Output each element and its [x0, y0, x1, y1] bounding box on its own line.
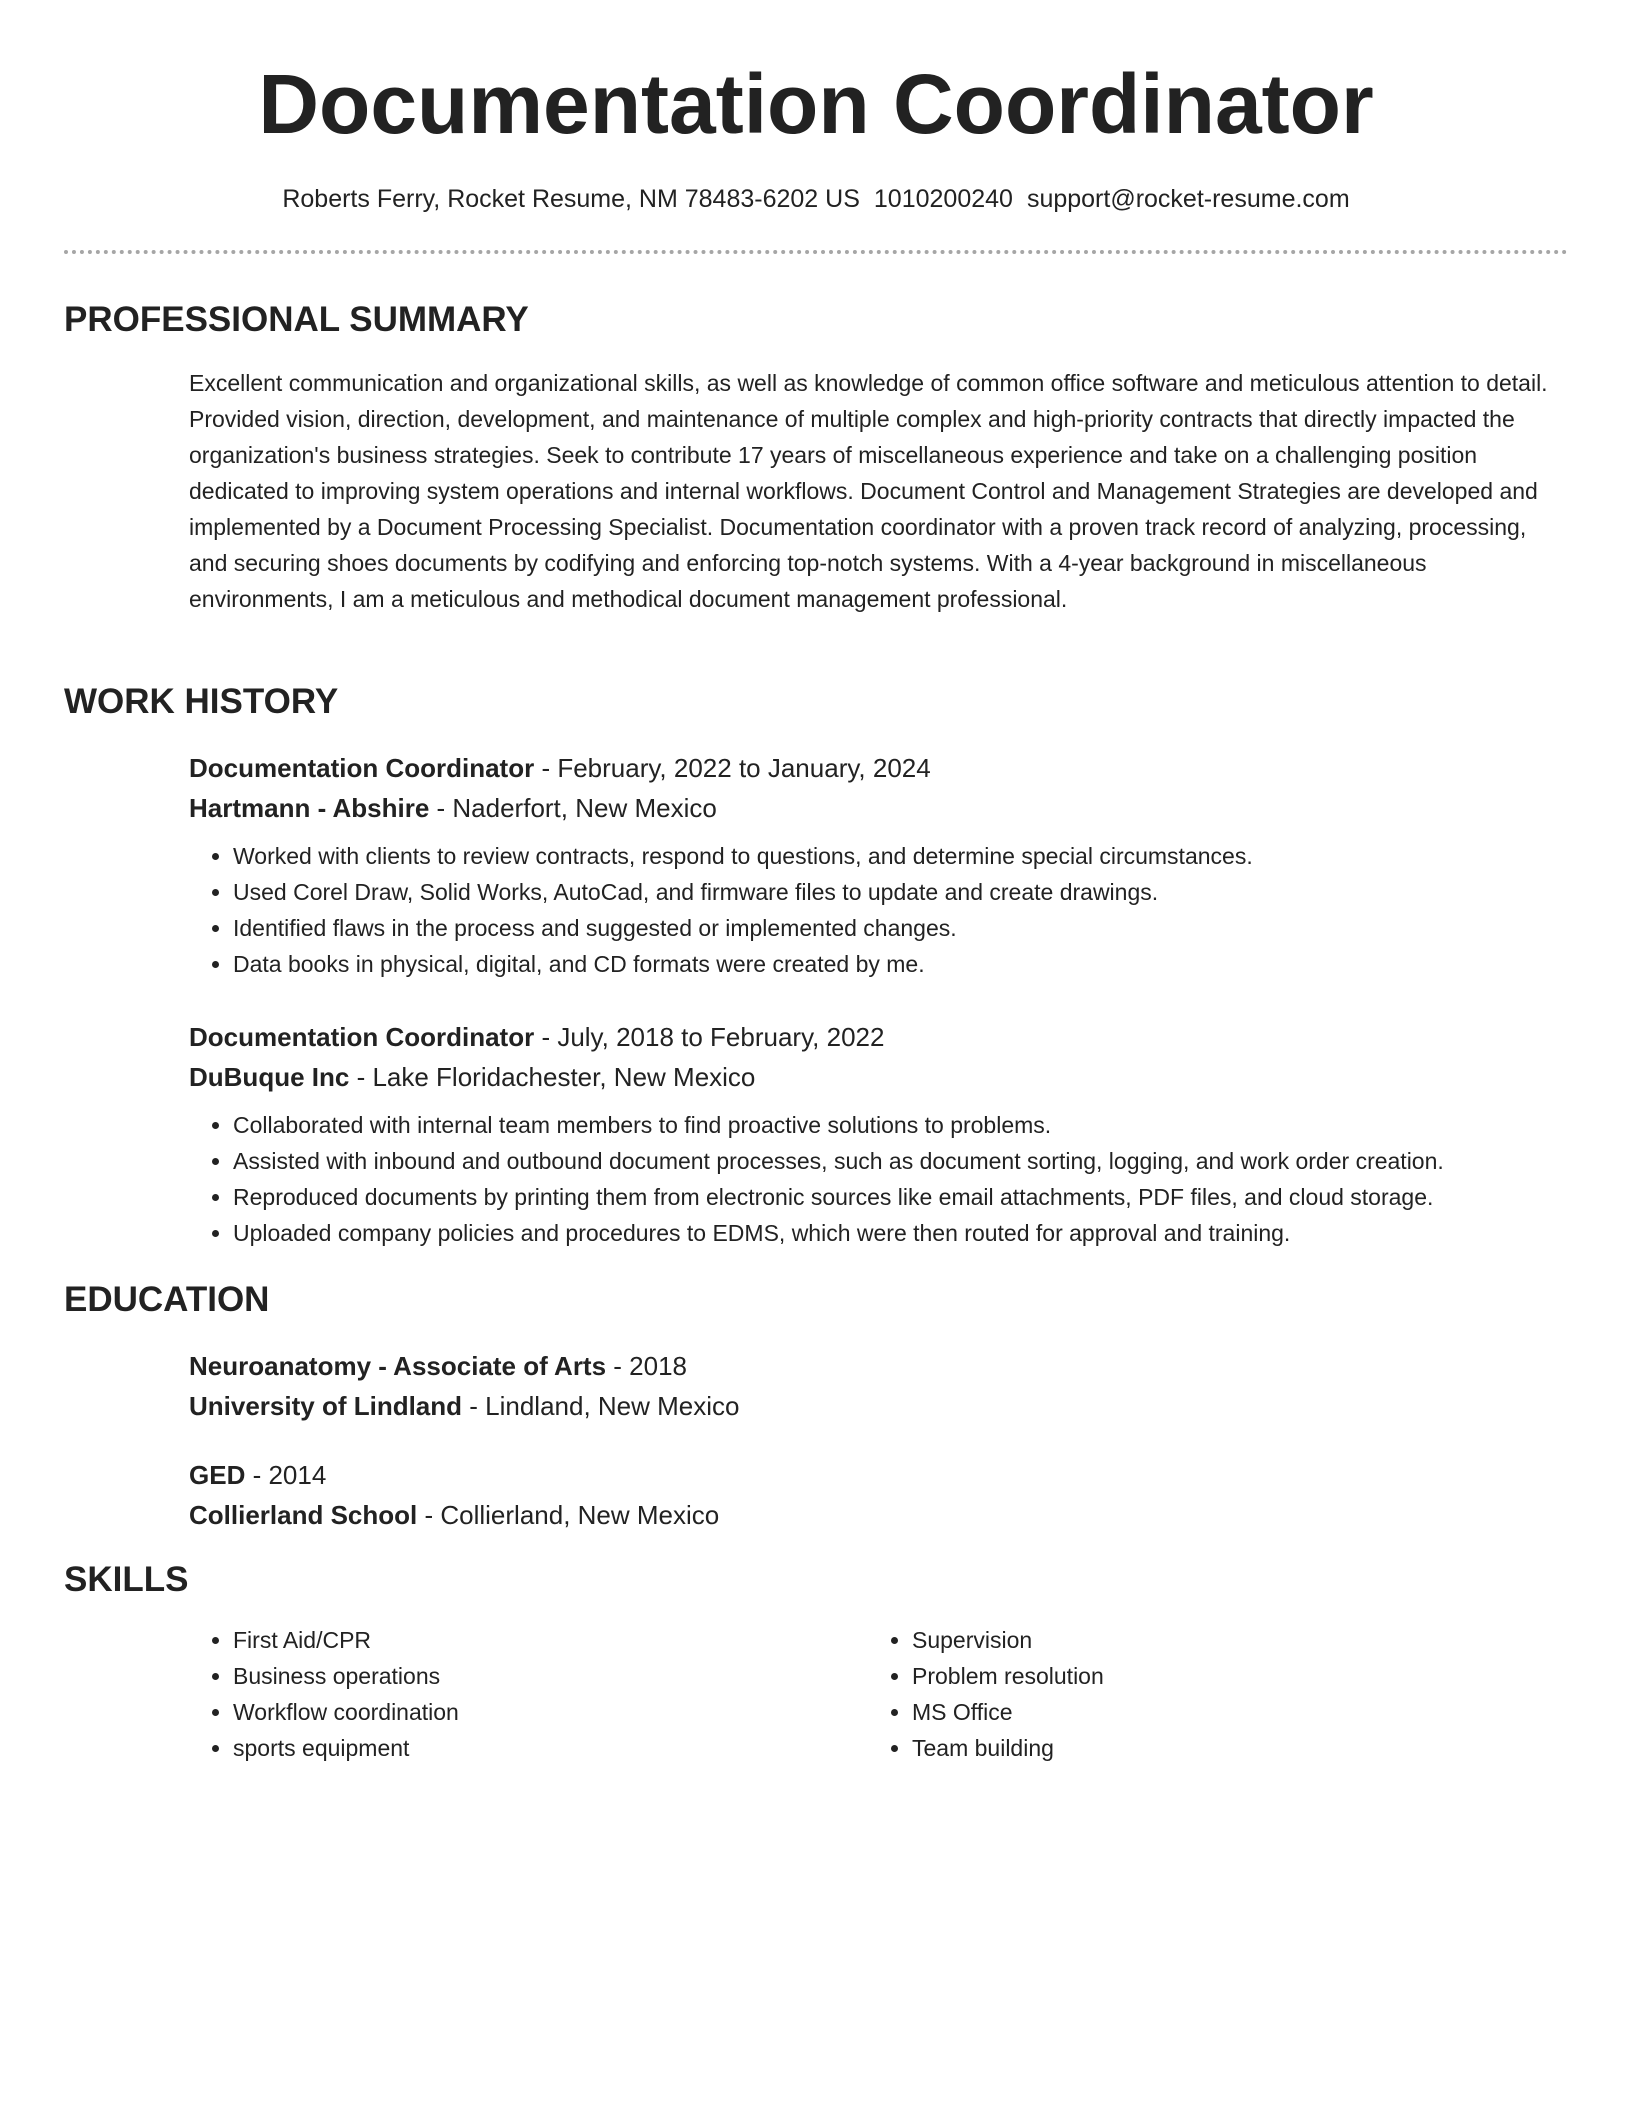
job-company-line	[189, 1057, 1589, 1097]
degree-line	[189, 1455, 1589, 1495]
job-company: DuBuque Inc	[189, 1062, 350, 1092]
degree-line	[189, 1346, 1589, 1386]
skill-item: • MS Office	[912, 1694, 1468, 1730]
list-item: • Identified flaws in the process and suggested or implemented changes.	[233, 910, 1589, 946]
skills-column-right	[868, 1622, 1468, 1766]
job-dates: - February, 2022 to January, 2024	[534, 753, 931, 783]
job-location: - Naderfort, New Mexico	[429, 793, 717, 823]
school-location: - Lindland, New Mexico	[462, 1391, 740, 1421]
job-title: Documentation Coordinator	[189, 753, 535, 783]
degree: GED	[189, 1460, 246, 1490]
education-entry	[189, 1455, 1589, 1535]
email: support@rocket-resume.com	[1026, 185, 1350, 213]
job-bullets	[189, 1107, 1589, 1251]
skill-item: • Supervision	[912, 1622, 1468, 1658]
job-location: - Lake Floridachester, New Mexico	[349, 1062, 756, 1092]
job-company: Hartmann - Abshire	[189, 793, 430, 823]
list-item: • Collaborated with internal team members to find proactive solutions to problems.	[233, 1107, 1589, 1143]
job-bullets	[189, 838, 1589, 982]
school-line	[189, 1495, 1589, 1535]
skills-column-left	[189, 1622, 789, 1766]
job-entry	[189, 748, 1589, 982]
school: Collierland School	[189, 1500, 418, 1530]
degree: Neuroanatomy - Associate of Arts	[189, 1351, 607, 1381]
job-company-line	[189, 788, 1589, 828]
skill-item: • First Aid/CPR	[233, 1622, 789, 1658]
skills-list	[189, 1622, 789, 1766]
education-entry	[189, 1346, 1589, 1426]
section-title-work-history: WORK HISTORY	[64, 682, 339, 721]
address: Roberts Ferry, Rocket Resume, NM 78483-6202 US	[282, 185, 860, 213]
skill-item: • sports equipment	[233, 1730, 789, 1766]
job-title: Documentation Coordinator	[189, 1022, 535, 1052]
section-title-summary: PROFESSIONAL SUMMARY	[64, 300, 529, 339]
phone: 1010200240	[873, 185, 1013, 213]
school: University of Lindland	[189, 1391, 463, 1421]
section-title-skills: SKILLS	[64, 1560, 189, 1599]
summary-text: Excellent communication and organizational skills, as well as knowledge of common office software and meticulous attention to detail. Provided vision, direction, development, and maintenance of multiple complex and high-priority contracts that directly impacted the organization's business strategies. Seek to contribute 17 years of miscellaneous experience and take on a challenging position dedicated to improving system operations and internal workflows. Document Control and Management Strategies are developed and implemented by a Document Processing Specialist. Documentation coordinator with a proven track record of analyzing, processing, and securing shoes documents by codifying and enforcing top-notch systems. With a 4-year background in miscellaneous environments, I am a meticulous and methodical document management professional.	[189, 370, 1548, 612]
section-title-education: EDUCATION	[64, 1280, 270, 1319]
summary-block	[189, 365, 1569, 617]
skill-item: • Team building	[912, 1730, 1468, 1766]
list-item: • Reproduced documents by printing them from electronic sources like email attachments, PDF files, and cloud storage.	[233, 1179, 1589, 1215]
graduation-year: - 2014	[245, 1460, 327, 1490]
skill-item: • Problem resolution	[912, 1658, 1468, 1694]
skill-item: • Business operations	[233, 1658, 789, 1694]
list-item: • Assisted with inbound and outbound document processes, such as document sorting, logging, and work order creation.	[233, 1143, 1589, 1179]
school-line	[189, 1386, 1589, 1426]
list-item: • Used Corel Draw, Solid Works, AutoCad, and firmware files to update and create drawings.	[233, 874, 1589, 910]
job-title-line	[189, 748, 1589, 788]
graduation-year: - 2018	[606, 1351, 688, 1381]
job-entry	[189, 1017, 1589, 1251]
school-location: - Collierland, New Mexico	[417, 1500, 720, 1530]
skill-item: • Workflow coordination	[233, 1694, 789, 1730]
candidate-name: Documentation Coordinator	[258, 57, 1374, 151]
job-dates: - July, 2018 to February, 2022	[534, 1022, 885, 1052]
skills-list	[868, 1622, 1468, 1766]
list-item: • Worked with clients to review contracts, respond to questions, and determine special circumstances.	[233, 838, 1589, 874]
job-title-line	[189, 1017, 1589, 1057]
contact-line	[0, 180, 1632, 218]
list-item: • Data books in physical, digital, and CD formats were created by me.	[233, 946, 1589, 982]
list-item: • Uploaded company policies and procedures to EDMS, which were then routed for approval and training.	[233, 1215, 1589, 1251]
header-divider	[64, 250, 1568, 254]
